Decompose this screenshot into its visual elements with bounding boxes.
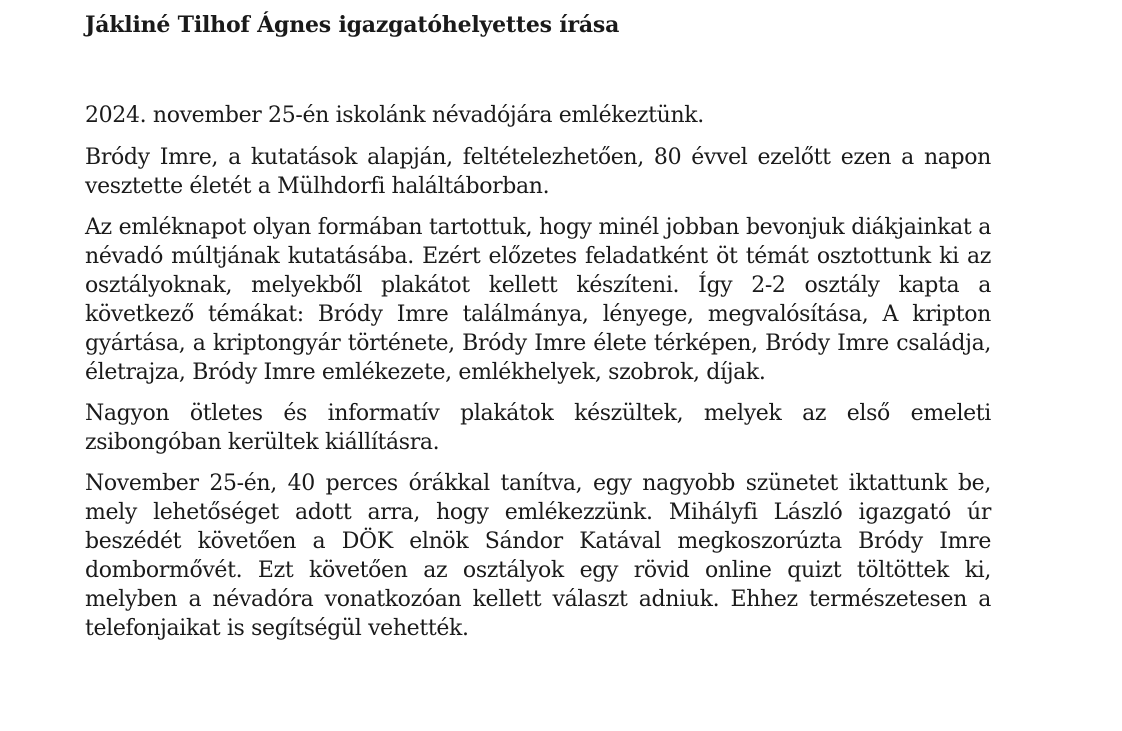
paragraph-date: 2024. november 25-én iskolánk névadójára emlékeztünk. (85, 103, 704, 128)
document-page (85, 0, 991, 655)
paragraph-posters: Nagyon ötletes és informatív plakátok készültek, melyek az első emeleti zsibongóban kerültek kiállításra. (85, 401, 991, 455)
paragraph-memorial-day: Az emléknapot olyan formában tartottuk, hogy minél jobban bevonjuk diákjainkat a névadó múltjának kutatásába. Ezért előzetes feladatként öt témát osztottunk ki az osztályoknak, melyekből plakátot kellett készíteni. Így 2-2 osztály kapta a következő témákat: Bródy Imre találmánya, lényege, megvalósítása, A kripton gyártása, a kriptongyár története, Bródy Imre élete térképen, Bródy Imre családja, életrajza, Bródy Imre emlékezete, emlékhelyek, szobrok, díjak. (85, 215, 991, 385)
paragraph-november-25: November 25-én, 40 perces órákkal tanítva, egy nagyobb szünetet iktattunk be, mely lehetőséget adott arra, hogy emlékezzünk. Mihályfi László igazgató úr beszédét követően a DÖK elnök Sándor Katával megkoszorúzta Bródy Imre dombormővét. Ezt követően az osztályok egy rövid online quizt töltöttek ki, melyben a névadóra vonatkozóan kellett választ adniuk. Ehhez természetesen a telefonjaikat is segítségül vehették. (85, 471, 991, 641)
paragraph-brody-death: Bródy Imre, a kutatások alapján, feltételezhetően, 80 évvel ezelőtt ezen a napon vesztette életét a Mülhdorfi haláltáborban. (85, 145, 991, 199)
document-body (85, 101, 991, 643)
document-title: Jákliné Tilhof Ágnes igazgatóhelyettes írása (85, 12, 620, 38)
